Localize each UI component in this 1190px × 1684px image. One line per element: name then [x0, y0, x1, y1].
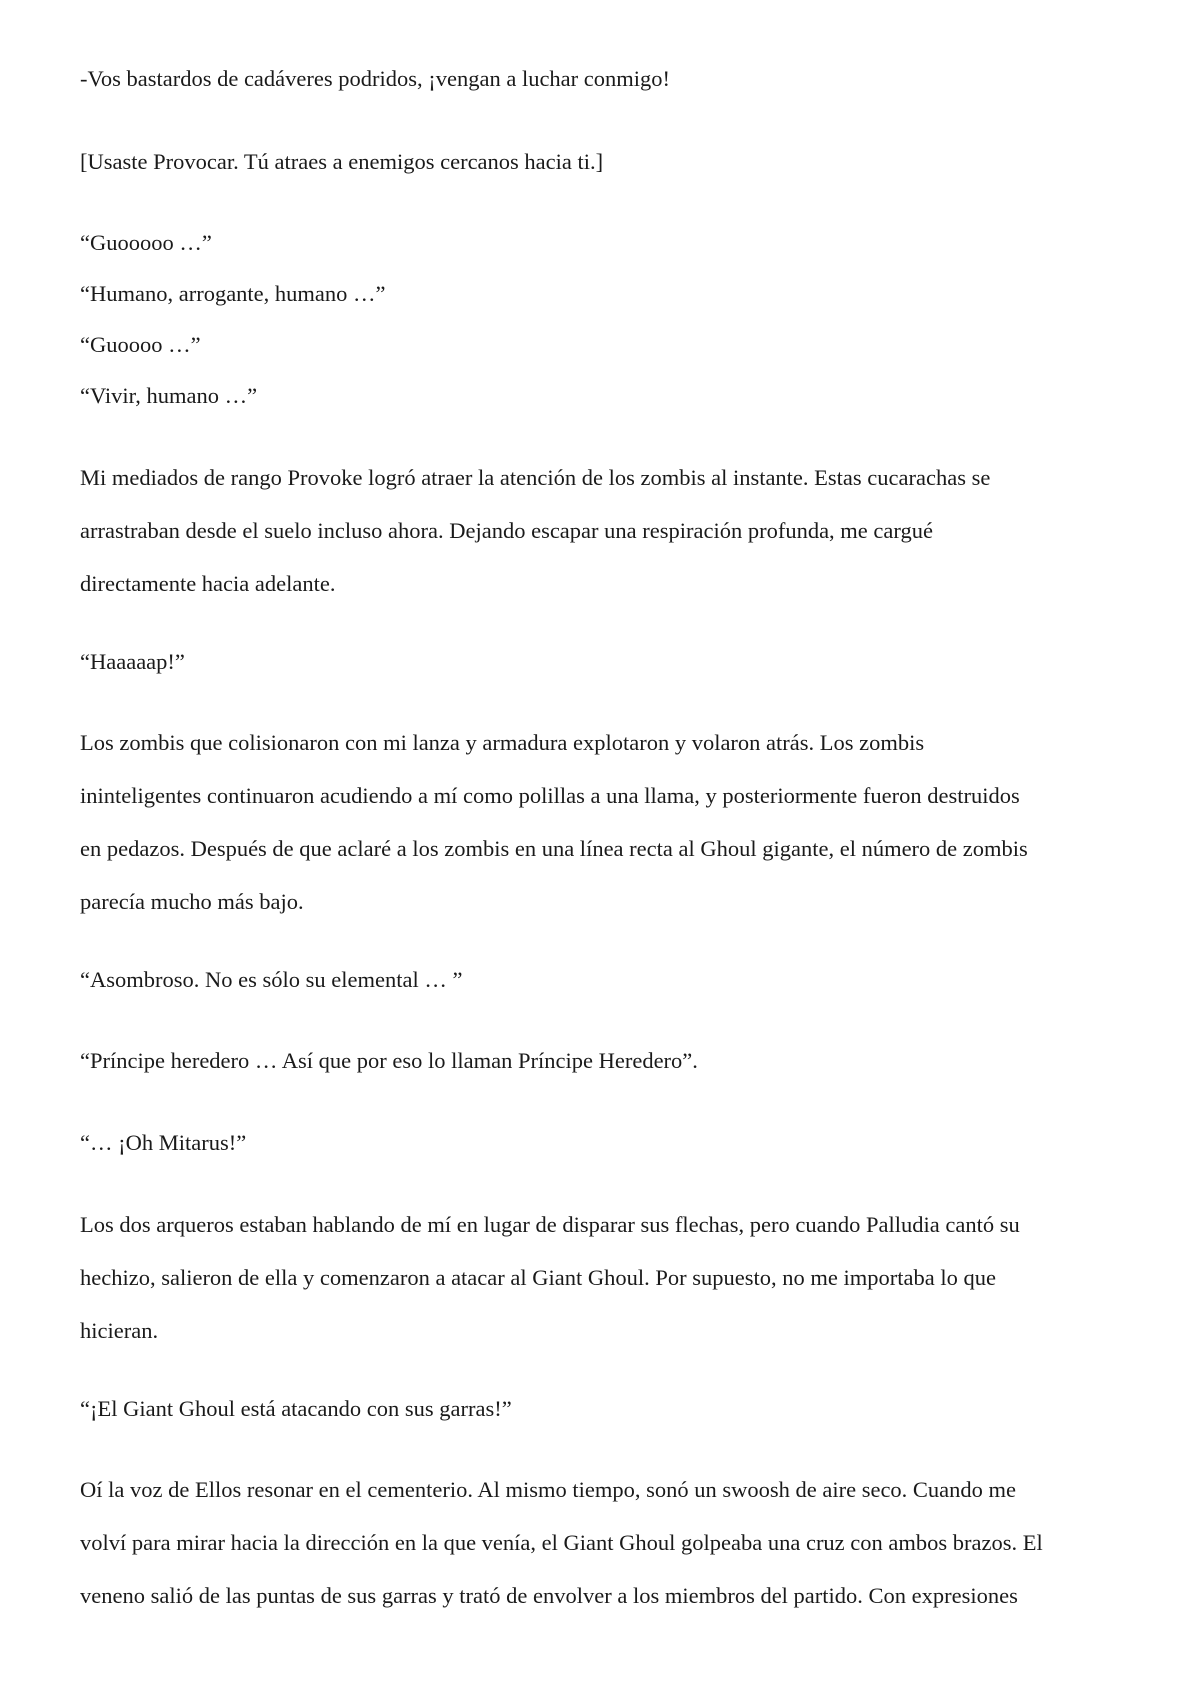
text-line: “… ¡Oh Mitarus!”	[80, 1130, 247, 1155]
text-line: hechizo, salieron de ella y comenzaron a atacar al Giant Ghoul. Por supuesto, no me importaba lo que	[80, 1265, 996, 1290]
text-line: “Guooooo …”	[80, 230, 212, 255]
text-line: volví para mirar hacia la dirección en la que venía, el Giant Ghoul golpeaba una cruz con ambos brazos. El	[80, 1530, 1043, 1555]
text-line: “Haaaaap!”	[80, 649, 185, 674]
text-line: Mi mediados de rango Provoke logró atraer la atención de los zombis al instante. Estas cucarachas se	[80, 465, 991, 490]
text-line: ininteligentes continuaron acudiendo a mí como polillas a una llama, y posteriormente fueron destruidos	[80, 783, 1020, 808]
text-line: “¡El Giant Ghoul está atacando con sus garras!”	[80, 1396, 512, 1421]
text-line: Los zombis que colisionaron con mi lanza y armadura explotaron y volaron atrás. Los zombis	[80, 730, 925, 755]
text-line: “Humano, arrogante, humano …”	[80, 281, 386, 306]
text-line: veneno salió de las puntas de sus garras y trató de envolver a los miembros del partido. Con expresiones	[80, 1583, 1018, 1608]
text-line: directamente hacia adelante.	[80, 571, 336, 596]
text-line: “Vivir, humano …”	[80, 383, 258, 408]
text-line: Los dos arqueros estaban hablando de mí en lugar de disparar sus flechas, pero cuando Palludia cantó su	[80, 1212, 1020, 1237]
text-line: -Vos bastardos de cadáveres podridos, ¡vengan a luchar conmigo!	[80, 66, 671, 91]
text-line: parecía mucho más bajo.	[80, 889, 304, 914]
text-line: “Asombroso. No es sólo su elemental … ”	[80, 967, 463, 992]
text-line: arrastraban desde el suelo incluso ahora. Dejando escapar una respiración profunda, me cargué	[80, 518, 933, 543]
text-line: hicieran.	[80, 1318, 159, 1343]
text-line: “Guoooo …”	[80, 332, 201, 357]
text-line: en pedazos. Después de que aclaré a los zombis en una línea recta al Ghoul gigante, el número de zombis	[80, 836, 1028, 861]
text-line: [Usaste Provocar. Tú atraes a enemigos cercanos hacia ti.]	[80, 149, 604, 174]
text-line: “Príncipe heredero … Así que por eso lo llaman Príncipe Heredero”.	[80, 1048, 698, 1073]
text-line: Oí la voz de Ellos resonar en el cementerio. Al mismo tiempo, sonó un swoosh de aire seco. Cuando me	[80, 1477, 1017, 1502]
